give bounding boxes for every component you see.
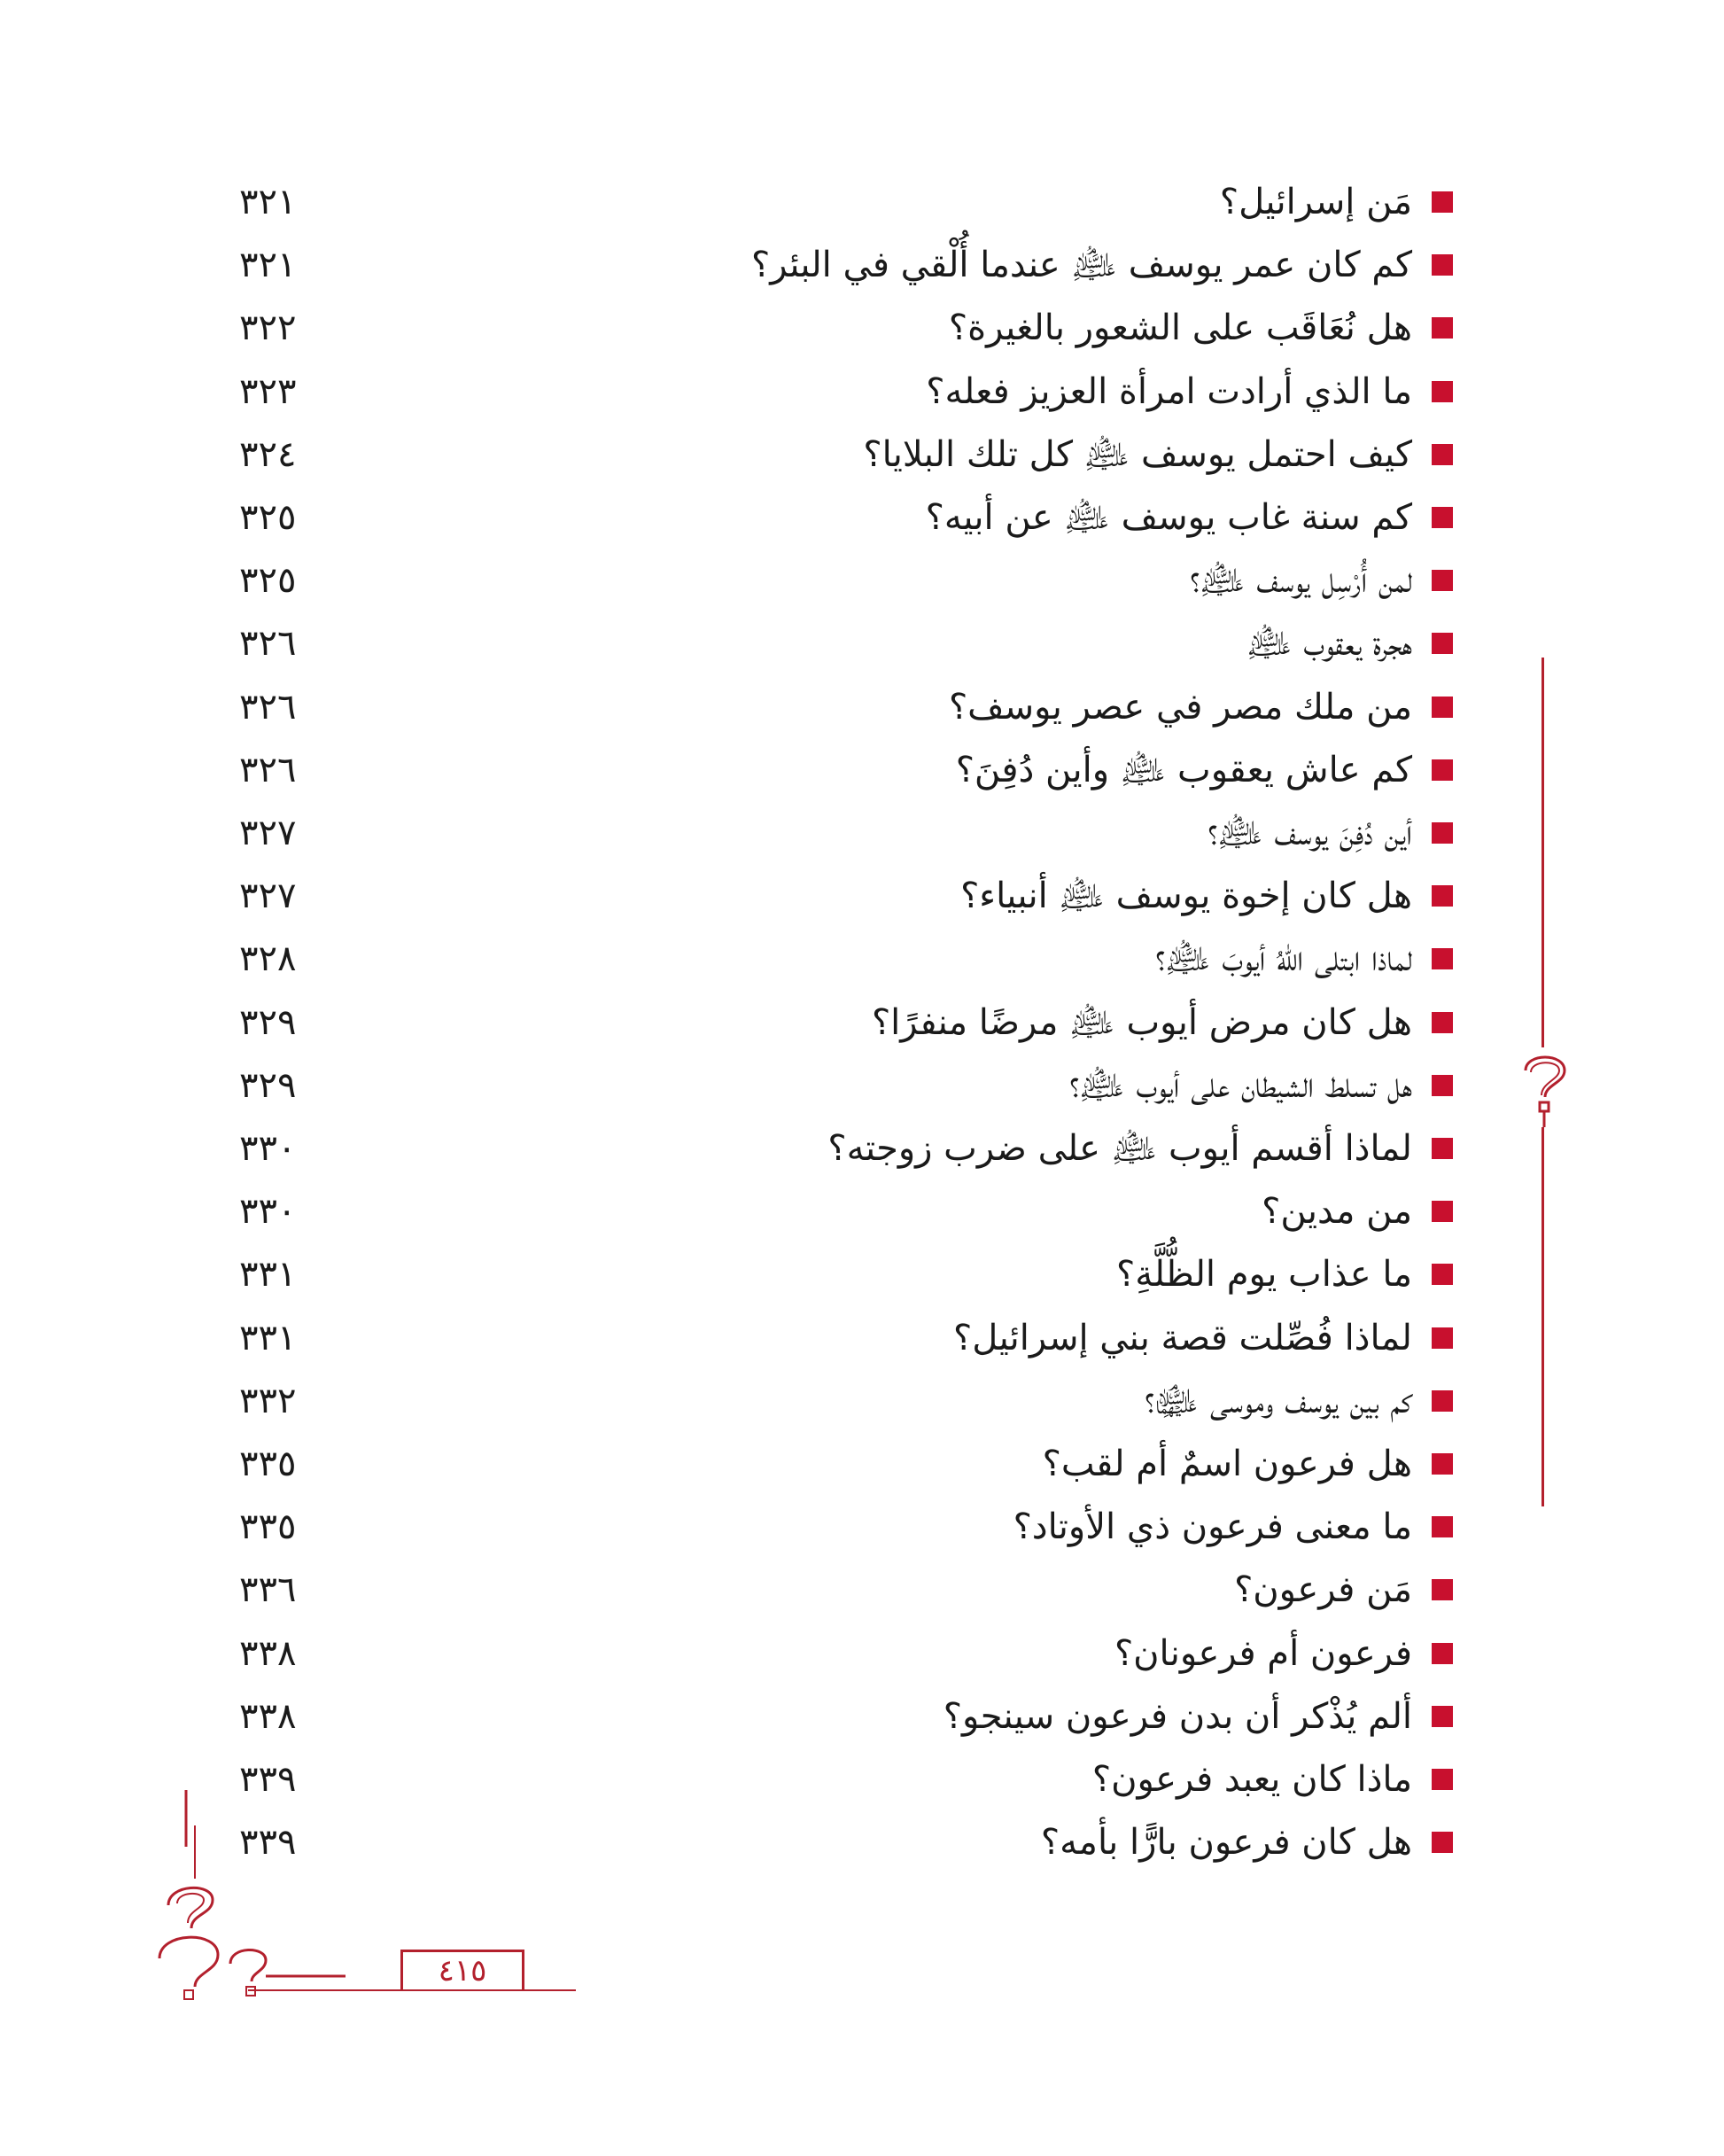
toc-entry-title: من مدين؟ — [1262, 1191, 1412, 1233]
toc-entry-page: ٣٢١ — [239, 245, 297, 286]
toc-entry — [239, 1054, 1453, 1117]
page-number: ٤١٥ — [400, 1950, 524, 1989]
toc-entry-title: هل فرعون اسمٌ أم لقب؟ — [1042, 1444, 1412, 1484]
toc-entry-page: ٣٢٥ — [239, 560, 297, 602]
toc-entry-title: مَن إسرائيل؟ — [1219, 182, 1412, 222]
toc-entry-title: هل كان فرعون بارًّا بأمه؟ — [1040, 1822, 1412, 1864]
toc-entry-page: ٣٢٥ — [239, 497, 297, 538]
square-bullet-icon — [1432, 1390, 1453, 1412]
toc-entry — [239, 1179, 1453, 1243]
toc-entry — [239, 423, 1453, 486]
toc-entry-title: لماذا فُصِّلت قصة بني إسرائيل؟ — [953, 1317, 1412, 1358]
toc-entry-page: ٣٢١ — [239, 182, 297, 222]
toc-entry — [239, 1369, 1453, 1433]
toc-entry-title: هجرة يعقوب ﵇ — [1246, 623, 1412, 665]
toc-entry-page: ٣٢٦ — [239, 686, 297, 728]
square-bullet-icon — [1432, 570, 1453, 591]
toc-entry — [239, 296, 1453, 360]
toc-entry-page: ٣٢٧ — [239, 813, 297, 853]
toc-entry — [239, 675, 1453, 739]
toc-entry-page: ٣٢٦ — [239, 749, 297, 790]
toc-entry-page: ٣٢٣ — [239, 370, 297, 412]
toc-entry-page: ٣٢٩ — [239, 1064, 297, 1106]
square-bullet-icon — [1432, 1769, 1453, 1790]
toc-entry-page: ٣٢٤ — [239, 433, 297, 475]
square-bullet-icon — [1432, 1453, 1453, 1475]
toc-entry-page: ٣٣٩ — [239, 1759, 297, 1800]
toc-entry-title: ألم يُذْكر أن بدن فرعون سينجو؟ — [943, 1695, 1412, 1737]
square-bullet-icon — [1432, 191, 1453, 213]
toc-entry-page: ٣٣٦ — [239, 1569, 297, 1611]
square-bullet-icon — [1432, 1832, 1453, 1853]
toc-entry-page: ٣٣٠ — [239, 1128, 297, 1169]
toc-entry — [239, 170, 1453, 234]
square-bullet-icon — [1432, 697, 1453, 718]
toc-entry-page: ٣٣٨ — [239, 1632, 297, 1674]
toc-entry-page: ٣٢٢ — [239, 307, 297, 349]
square-bullet-icon — [1432, 1012, 1453, 1033]
toc-entry-title: كم بين يوسف وموسى ﵉؟ — [1144, 1380, 1412, 1421]
square-bullet-icon — [1432, 381, 1453, 402]
toc-entry — [239, 1622, 1453, 1685]
toc-entry — [239, 233, 1453, 297]
square-bullet-icon — [1432, 885, 1453, 907]
toc-entry — [239, 486, 1453, 549]
square-bullet-icon — [1432, 254, 1453, 276]
toc-entry-page: ٣٢٨ — [239, 938, 297, 980]
toc-entry — [239, 991, 1453, 1055]
square-bullet-icon — [1432, 1201, 1453, 1222]
square-bullet-icon — [1432, 507, 1453, 528]
square-bullet-icon — [1432, 1643, 1453, 1664]
square-bullet-icon — [1432, 1075, 1453, 1096]
toc-entry-title: ما الذي أرادت امرأة العزيز فعله؟ — [926, 370, 1412, 412]
toc-entry — [239, 1306, 1453, 1370]
square-bullet-icon — [1432, 822, 1453, 844]
toc-entry — [239, 1432, 1453, 1496]
toc-entry-title: هل نُعَاقَب على الشعور بالغيرة؟ — [948, 307, 1412, 349]
toc-entry-title: ما عذاب يوم الظُّلَّةِ؟ — [1116, 1254, 1412, 1296]
toc-entry-page: ٣٣٥ — [239, 1506, 297, 1548]
side-rule-top — [1542, 658, 1544, 1047]
toc-entry-title: من ملك مصر في عصر يوسف؟ — [948, 686, 1412, 728]
toc-entry-title: هل تسلط الشيطان على أيوب ﵇؟ — [1069, 1064, 1412, 1106]
square-bullet-icon — [1432, 1579, 1453, 1600]
toc-entry — [239, 864, 1453, 928]
toc-entry-page: ٣٣٨ — [239, 1695, 297, 1737]
toc-entry — [239, 1495, 1453, 1559]
square-bullet-icon — [1432, 317, 1453, 339]
toc-entry — [239, 360, 1453, 424]
toc-entry-title: لماذا أقسم أيوب ﵇ على ضرب زوجته؟ — [827, 1128, 1412, 1169]
toc-entry-title: هل كان إخوة يوسف ﵇ أنبياء؟ — [960, 876, 1412, 917]
toc-entry-title: ما معنى فرعون ذي الأوتاد؟ — [1013, 1506, 1412, 1548]
square-bullet-icon — [1432, 759, 1453, 781]
toc-entry-page: ٣٢٩ — [239, 1001, 297, 1043]
toc-entry-page: ٣٢٧ — [239, 876, 297, 917]
toc-entry-page: ٣٣٠ — [239, 1191, 297, 1233]
toc-entry — [239, 801, 1453, 865]
side-rule-bottom — [1542, 1127, 1544, 1506]
toc-entry — [239, 927, 1453, 991]
square-bullet-icon — [1432, 444, 1453, 465]
square-bullet-icon — [1432, 1706, 1453, 1727]
toc-entry — [239, 611, 1453, 675]
square-bullet-icon — [1432, 1516, 1453, 1537]
toc-entry-title: مَن فرعون؟ — [1234, 1569, 1412, 1611]
toc-entry-page: ٣٣٥ — [239, 1444, 297, 1484]
toc-entry-title: لماذا ابتلى اللهُ أيوبَ ﵇؟ — [1155, 938, 1412, 980]
square-bullet-icon — [1432, 1264, 1453, 1285]
question-mark-icon — [1513, 1047, 1577, 1127]
square-bullet-icon — [1432, 1138, 1453, 1159]
toc-entry-title: كم كان عمر يوسف ﵇ عندما أُلْقي في البئر؟ — [751, 245, 1412, 286]
toc-entry-page: ٣٣٩ — [239, 1822, 297, 1864]
toc-entry-title: كيف احتمل يوسف ﵇ كل تلك البلايا؟ — [863, 433, 1412, 475]
toc-entry-page: ٣٣٢ — [239, 1380, 297, 1421]
toc-entry-title: فرعون أم فرعونان؟ — [1114, 1632, 1412, 1674]
square-bullet-icon — [1432, 948, 1453, 969]
toc-entry-title: كم عاش يعقوب ﵇ وأين دُفِنَ؟ — [955, 749, 1412, 790]
toc-entry-title: كم سنة غاب يوسف ﵇ عن أبيه؟ — [925, 497, 1412, 538]
toc-entry-title: لمن أُرْسِل يوسف ﵇؟ — [1190, 560, 1412, 602]
toc-entry-title: أين دُفِنَ يوسف ﵇؟ — [1208, 813, 1412, 853]
toc-entry-page: ٣٣١ — [239, 1317, 297, 1358]
toc-entry-title: ماذا كان يعبد فرعون؟ — [1091, 1759, 1412, 1800]
toc-entry — [239, 1117, 1453, 1180]
toc-entry — [239, 1558, 1453, 1622]
toc-entry — [239, 549, 1453, 612]
toc-entry — [239, 1242, 1453, 1306]
toc-entry-title: هل كان مرض أيوب ﵇ مرضًا منفرًا؟ — [871, 1001, 1412, 1043]
toc-entry — [239, 1685, 1453, 1748]
square-bullet-icon — [1432, 633, 1453, 654]
square-bullet-icon — [1432, 1327, 1453, 1349]
toc-entry — [239, 738, 1453, 802]
toc-entry-page: ٣٣١ — [239, 1254, 297, 1296]
toc-entry-page: ٣٢٦ — [239, 623, 297, 665]
